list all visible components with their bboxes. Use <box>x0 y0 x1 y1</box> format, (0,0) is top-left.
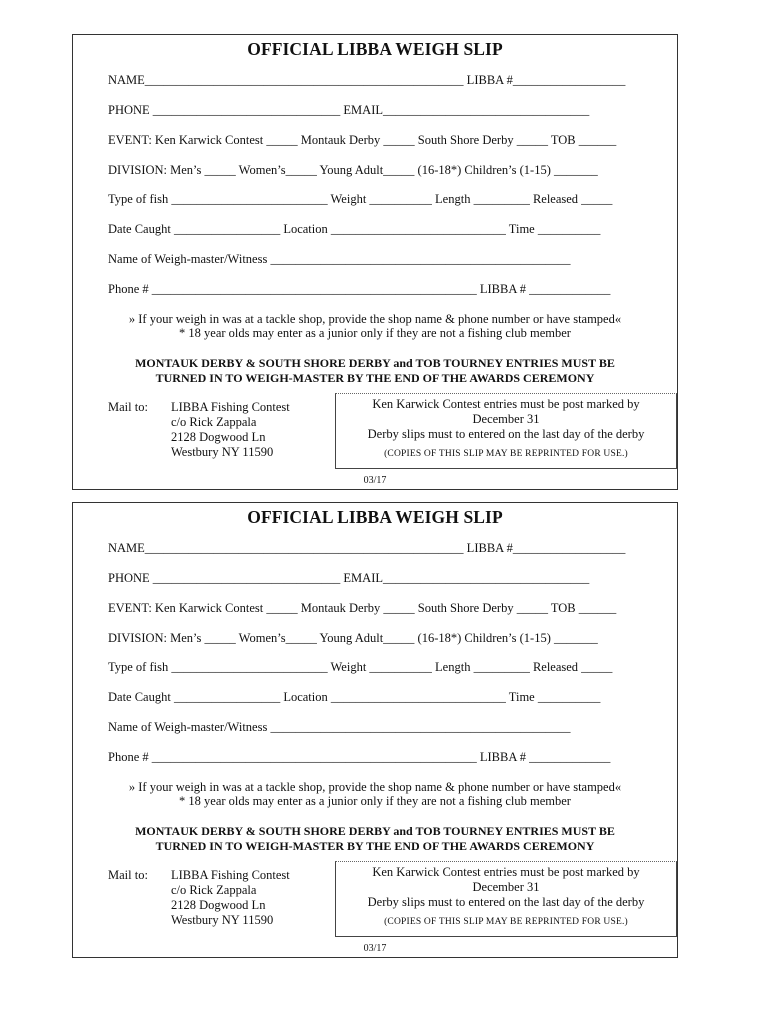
box-line: December 31 <box>472 880 540 894</box>
mail-address <box>171 400 290 460</box>
deadline-box <box>335 393 677 469</box>
box-line: December 31 <box>472 412 540 426</box>
date-location-row: Date Caught _________________ Location ____________________________ Time __________ <box>108 690 601 704</box>
phone-email-row: PHONE ______________________________ EMAIL_________________________________ <box>108 571 590 585</box>
weigh-slip-2 <box>72 502 678 958</box>
phone-email-row: PHONE ______________________________ EMAIL_________________________________ <box>108 103 590 117</box>
division-row: DIVISION: Men’s _____ Women’s_____ Young Adult_____ (16-18*) Children’s (1-15) _______ <box>108 631 598 645</box>
witness-phone-row: Phone # ____________________________________________________ LIBBA # _____________ <box>108 282 611 296</box>
witness-phone-row: Phone # ____________________________________________________ LIBBA # _____________ <box>108 750 611 764</box>
slip-title: OFFICIAL LIBBA WEIGH SLIP <box>247 39 503 59</box>
tackle-shop-note: » If your weigh in was at a tackle shop, provide the shop name & phone number or have stamped« <box>128 312 622 326</box>
weighmaster-row: Name of Weigh-master/Witness ________________________________________________ <box>108 252 571 266</box>
address-line: LIBBA Fishing Contest <box>171 400 290 414</box>
junior-note: * 18 year olds may enter as a junior only if they are not a fishing club member <box>179 326 571 340</box>
warning-line-2: TURNED IN TO WEIGH-MASTER BY THE END OF THE AWARDS CEREMONY <box>155 371 595 385</box>
date-location-row: Date Caught _________________ Location ____________________________ Time __________ <box>108 222 601 236</box>
form-code: 03/17 <box>363 943 387 954</box>
box-line: Ken Karwick Contest entries must be post marked by <box>372 397 640 411</box>
event-row: EVENT: Ken Karwick Contest _____ Montauk Derby _____ South Shore Derby _____ TOB ______ <box>108 133 617 147</box>
reprint-note: (COPIES OF THIS SLIP MAY BE REPRINTED FOR USE.) <box>384 449 628 459</box>
weighmaster-row: Name of Weigh-master/Witness ________________________________________________ <box>108 720 571 734</box>
address-line: LIBBA Fishing Contest <box>171 868 290 882</box>
name-libba-row: NAME___________________________________________________ LIBBA #__________________ <box>108 541 626 555</box>
division-row: DIVISION: Men’s _____ Women’s_____ Young Adult_____ (16-18*) Children’s (1-15) _______ <box>108 163 598 177</box>
deadline-box <box>335 861 677 937</box>
tackle-shop-note: » If your weigh in was at a tackle shop, provide the shop name & phone number or have stamped« <box>128 780 622 794</box>
mail-to-label: Mail to: <box>108 868 148 882</box>
fish-row: Type of fish _________________________ Weight __________ Length _________ Released _____ <box>108 660 613 674</box>
address-line: Westbury NY 11590 <box>171 445 274 459</box>
name-libba-row: NAME___________________________________________________ LIBBA #__________________ <box>108 73 626 87</box>
address-line: 2128 Dogwood Ln <box>171 898 266 912</box>
box-line: Derby slips must to entered on the last day of the derby <box>367 895 645 909</box>
slip-title: OFFICIAL LIBBA WEIGH SLIP <box>247 507 503 527</box>
address-line: Westbury NY 11590 <box>171 913 274 927</box>
address-line: c/o Rick Zappala <box>171 415 257 429</box>
box-line: Derby slips must to entered on the last day of the derby <box>367 427 645 441</box>
warning-line-1: MONTAUK DERBY & SOUTH SHORE DERBY and TOB TOURNEY ENTRIES MUST BE <box>135 824 615 838</box>
address-line: c/o Rick Zappala <box>171 883 257 897</box>
form-code: 03/17 <box>363 475 387 486</box>
warning-line-1: MONTAUK DERBY & SOUTH SHORE DERBY and TOB TOURNEY ENTRIES MUST BE <box>135 356 615 370</box>
mail-address <box>171 868 290 928</box>
warning-line-2: TURNED IN TO WEIGH-MASTER BY THE END OF THE AWARDS CEREMONY <box>155 839 595 853</box>
junior-note: * 18 year olds may enter as a junior only if they are not a fishing club member <box>179 794 571 808</box>
mail-to-label: Mail to: <box>108 400 148 414</box>
reprint-note: (COPIES OF THIS SLIP MAY BE REPRINTED FOR USE.) <box>384 917 628 927</box>
weigh-slip-1 <box>72 34 678 490</box>
box-line: Ken Karwick Contest entries must be post marked by <box>372 865 640 879</box>
address-line: 2128 Dogwood Ln <box>171 430 266 444</box>
event-row: EVENT: Ken Karwick Contest _____ Montauk Derby _____ South Shore Derby _____ TOB ______ <box>108 601 617 615</box>
fish-row: Type of fish _________________________ Weight __________ Length _________ Released _____ <box>108 192 613 206</box>
